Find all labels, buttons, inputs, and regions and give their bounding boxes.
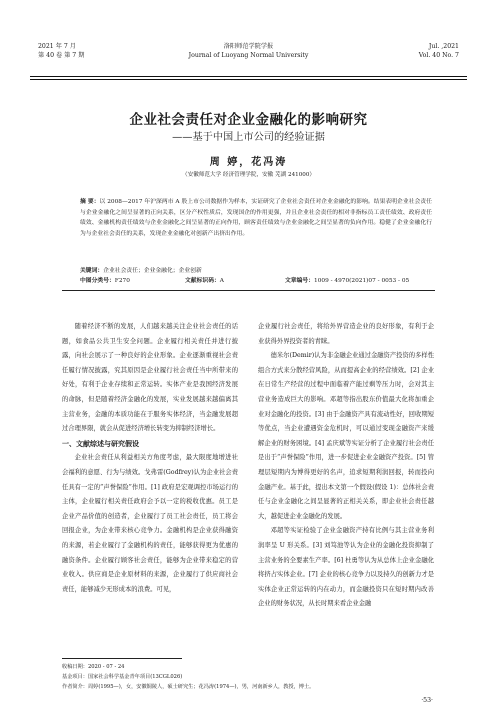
header-volume-cn: 第 40 卷 第 7 期 xyxy=(38,52,85,59)
section-heading: 一、文献综述与研究假设 xyxy=(62,438,139,448)
received-date: 收稿日期：2020 - 07 - 24 xyxy=(62,664,125,670)
clc-field xyxy=(80,276,130,286)
header-date: 2021 年 7 月 xyxy=(38,43,76,50)
footnote xyxy=(62,662,435,692)
abstract xyxy=(80,197,432,239)
running-header xyxy=(30,42,467,76)
body-paragraph: 企业社会责任从利益相关方角度考虑，最大限度地增进社会福利的意愿、行为与绩效。戈弗雷(Godfrey)认为企业社会责任具有一定的“声誉保险”作用。[1] 政府是宏观调控市场运行的主体，企业履行相关责任政府会予以一定的税收优惠。员工是企业产品价值的创造者，企业履行了员工社会责任，员工将会回报企业，为企业带来核心竞争力。金融机构是企业获得融资的来源，若企业履行了金融机构的责任，能够获得更为优惠的融资条件。企业履行顾客社会责任，能够为企业带来稳定的营业收入。供应商是企业原材料的来源，企业履行了供应商社会责任，能够减少无形成本的浪费。可见， xyxy=(62,454,238,593)
header-date-en: Jul. ,2021 xyxy=(428,43,459,50)
article-authors: 周 婷，花冯涛 xyxy=(209,157,288,168)
body-column-left xyxy=(62,320,238,597)
body-column-right xyxy=(258,320,434,612)
header-right xyxy=(419,42,459,60)
footnote-rule xyxy=(62,658,182,659)
keywords-text: 企业社会责任；企业金融化；企业创新 xyxy=(103,268,202,274)
abstract-bottom-rule xyxy=(62,290,435,291)
abstract-text: 以 2008—2017 年沪深两市 A 股上市公司数据作为样本，实证研究了企业社会责任对企业金融化的影响。结果表明企业社会责任与企业金融化之间呈显著的正向关系，区分产权性质后，发现国企的作用更强，并且企业社会责任的相对非指标员工责任绩效、政府责任绩效、金融机构责任绩效与企业金融化之间呈显著的正向作用，顾客责任绩效与企业金融化之间呈显著的负向作用。稳健了企业金融化行为与企业社会责任的关系，发现企业金融化对创新产出挤出作用。 xyxy=(80,199,432,237)
clc-value: F270 xyxy=(114,278,130,284)
header-rule-thick xyxy=(30,76,467,77)
doc-code-field xyxy=(185,276,224,286)
header-volume-en: Vol. 40 No. 7 xyxy=(418,52,459,59)
body-paragraph: 邓超等实证检验了企业金融资产持有比例与其主营业务利润率呈 U 形关系。[3] 刘笃池等认为企业的金融化投资抑制了主营业务的全要素生产率。[6] 杜勇等认为从总体上企业金融化将挤占实体企业。[7] 企业的核心竞争力以及持久的创新力才是实体企业正常运转的内在动力，而金融投资只在短时期内改善企业的财务状况，从长时期来看企业金融 xyxy=(258,527,434,608)
journal-name-en: Journal of Luoyang Normal University xyxy=(188,52,309,59)
header-center xyxy=(30,42,467,60)
keywords-line xyxy=(80,266,432,276)
fund-info: 基金项目：国家社会科学基金青年项目(13CGL026) xyxy=(62,674,183,680)
article-no-label: 文章编号： xyxy=(285,278,314,284)
body-paragraph: 德米尔(Demir)认为非金融企业通过金融资产投资的多样性组合方式来分散经营风险，从而提高企业的经营绩效。[2] 企业在日常生产经营的过程中面临着产能过剩等压力时，会对其主营业务造成巨大的影响。邓超等指出股东价值最大化将加重企业对金融化的投资。[3] 由于金融资产具有流动性好，回收期短等优点，当企业遭遇资金危机时，可以通过变现金融资产来缓解企业的财务困境。[4] 孟庆斌等实证分析了企业履行社会责任是出于“声誉保险”作用，进一步促进企业金融资产投资。[5] 管理层短期内为博得更好的名声，追求短期利润回报，转而投向金融产业。基于此，提出本文第一个假设(假设 1)：总体社会责任与企业金融化之间呈显著的正相关关系，即企业社会责任越大，越促进企业金融化的发展。 xyxy=(258,352,434,520)
header-rule-thin xyxy=(30,79,467,80)
article-no-field xyxy=(285,276,410,286)
author-bio: 作者简介：周婷(1995—)，女，安徽铜陵人，硕士研究生；花冯涛(1974—)，男，河南新乡人，教授，博士。 xyxy=(62,684,315,690)
article-meta xyxy=(80,266,432,286)
doc-code-value: A xyxy=(219,278,224,284)
article-affiliation: （安徽师范大学 经济管理学院，安徽 芜湖 241000） xyxy=(182,172,315,178)
article-title: 企业社会责任对企业金融化的影响研究 xyxy=(129,112,368,128)
intro-paragraph: 随着经济不断的发展，人们越来越关注企业社会责任的话题，如食品公共卫生安全问题。企业履行相关责任并进行披露，向社会展示了一种良好的企业形象。企业逐渐重视社会责任履行情况披露，究其原因是企业履行社会责任当中所带来的好处，有利于企业存续和正常运转。实体产业是我国经济发展的命脉，但是随着经济金融化的发展，实业发展越来越偏离其主营业务，金融的本质功能在于服务实体经济，当金融发展超过合理界限，就会从促进经济增长转变为抑制经济增长。 xyxy=(62,323,238,433)
doc-code-label: 文献标识码： xyxy=(185,278,220,284)
page-number: ·53· xyxy=(421,697,433,704)
body-paragraph-continued: 企业履行社会责任，将给外界营造企业的良好形象，有利于企业获得外界投资者的青睐。 xyxy=(258,323,434,345)
article-subtitle: ——基于中国上市公司的经验证据 xyxy=(172,132,325,143)
journal-name-cn: 洛阳师范学院学报 xyxy=(223,43,274,50)
clc-label: 中图分类号： xyxy=(80,278,115,284)
article-no-value: 1009 - 4970(2021)07 - 0053 - 05 xyxy=(314,278,410,284)
classification-row xyxy=(80,276,432,286)
abstract-label: 摘 要： xyxy=(80,199,100,205)
keywords-label: 关键词： xyxy=(80,268,104,274)
